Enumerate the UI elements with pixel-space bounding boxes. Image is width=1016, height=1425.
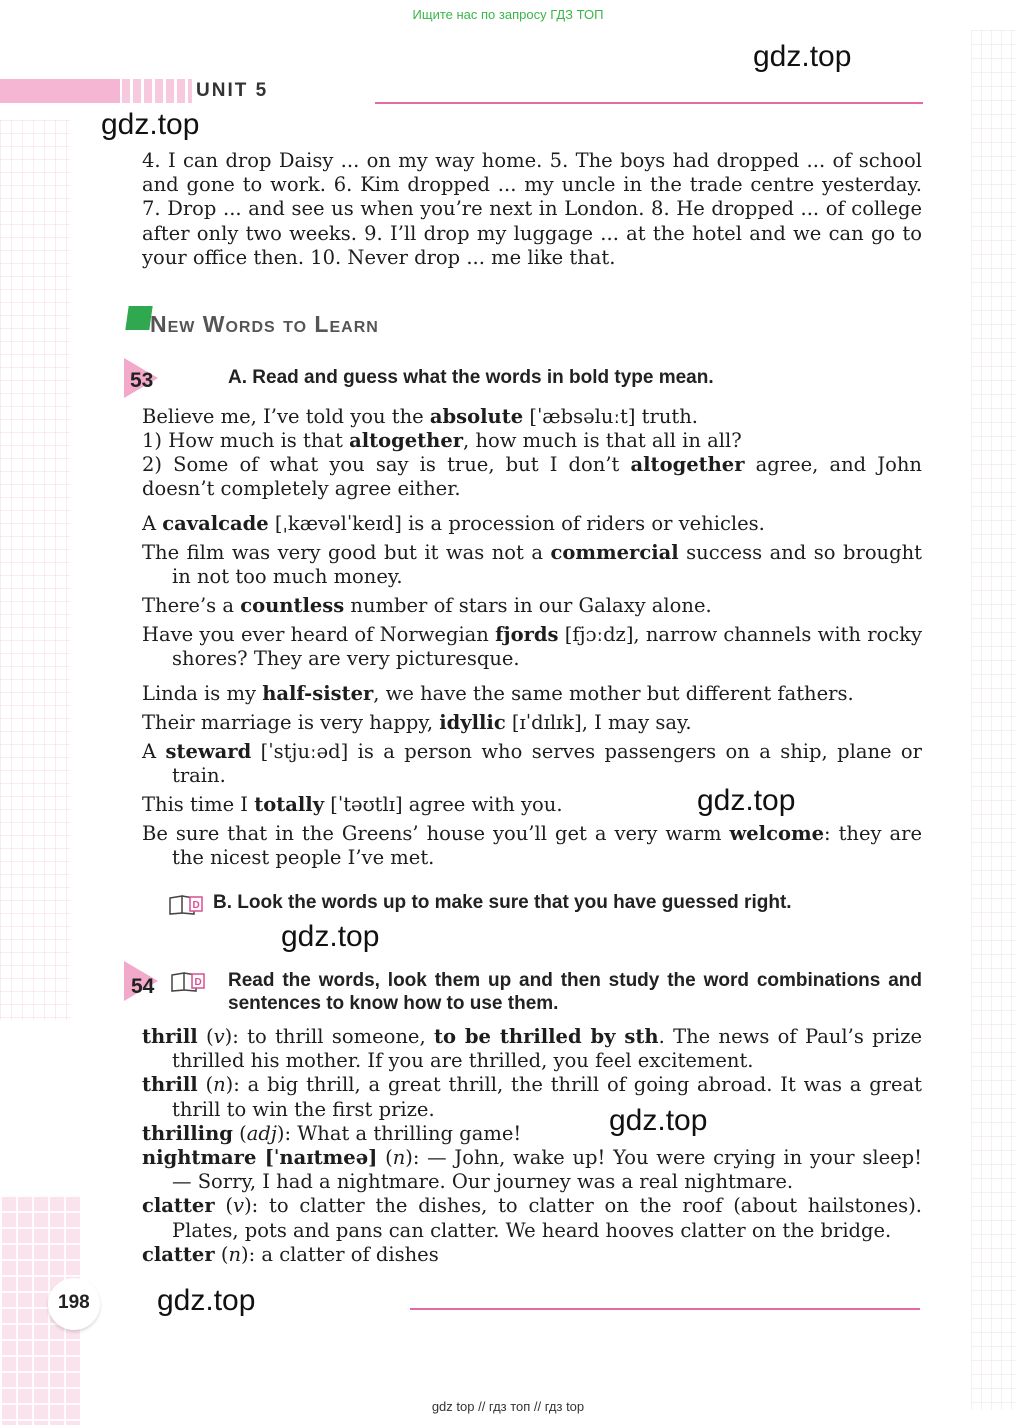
vocab-entry: Linda is my half-sister, we have the same mother but different fathers. bbox=[142, 682, 854, 705]
word-entry: thrill (v): to thrill someone, to be thrilled by sth. The news of Paul’s prize thrilled his mother. If you are thrilled, you feel excitement. bbox=[142, 1025, 923, 1073]
unit-squares bbox=[122, 79, 192, 103]
vocab-entry: Be sure that in the Greens’ house you’ll get a very warm welcome: they are the nicest people I’ve met. bbox=[142, 822, 922, 869]
vocab-entry: A cavalcade [ˌkævəlˈkeɪd] is a procession of riders or vehicles. bbox=[142, 512, 765, 535]
word-entry: thrill (n): a big thrill, a great thrill, the thrill of going abroad. It was a great thrill to win the first prize. bbox=[142, 1073, 922, 1121]
task-a: A. Read and guess what the words in bold type mean. bbox=[228, 367, 714, 388]
watermark: gdz.top bbox=[157, 1284, 256, 1317]
word-study-list bbox=[142, 1025, 922, 1267]
watermark: gdz.top bbox=[609, 1104, 708, 1137]
vocabulary-list bbox=[142, 405, 922, 875]
watermark: gdz.top bbox=[281, 920, 380, 953]
task-54: Read the words, look them up and then study the word combinations and sentences to know how to use them. bbox=[228, 970, 922, 1014]
dictionary-icon bbox=[170, 971, 206, 993]
exercise-number: 53 bbox=[130, 369, 154, 392]
watermark: gdz.top bbox=[101, 108, 200, 141]
svg-text:D: D bbox=[194, 977, 202, 988]
watermark: gdz.top bbox=[697, 784, 796, 817]
section-title: New Words to Learn bbox=[150, 311, 379, 337]
vocab-entry: Have you ever heard of Norwegian fjords [fjɔːdz], narrow channels with rocky shores? They are very picturesque. bbox=[142, 623, 923, 670]
vocab-entry: There’s a countless number of stars in our Galaxy alone. bbox=[142, 594, 712, 617]
vocab-entry: Their marriage is very happy, idyllic [ɪˈdɪlɪk], I may say. bbox=[142, 711, 692, 734]
watermark: gdz.top bbox=[753, 40, 852, 73]
footer-rule bbox=[410, 1308, 920, 1310]
section-marker bbox=[125, 306, 152, 330]
header-rule bbox=[375, 102, 923, 104]
decorative-pattern-right bbox=[971, 30, 1016, 1410]
vocab-entry: 2) Some of what you say is true, but I don’t altogether agree, and John doesn’t completely agree either. bbox=[142, 453, 922, 500]
dictionary-icon bbox=[168, 894, 204, 916]
vocab-entry: The film was very good but it was not a commercial success and so brought in not too much money. bbox=[142, 541, 922, 588]
decorative-pattern-left bbox=[0, 120, 70, 1020]
word-entry: nightmare [ˈnaɪtmeə] (n): — John, wake up! You were crying in your sleep! — Sorry, I had a nightmare. Our journey was a real nightmare. bbox=[142, 1146, 922, 1194]
vocab-entry: A steward [ˈstjuːəd] is a person who serves passengers on a ship, plane or train. bbox=[142, 740, 922, 787]
intro-paragraph: 4. I can drop Daisy ... on my way home. 5. The boys had dropped ... of school and gone to work. 6. Kim dropped ... my uncle in the trade centre yesterday. 7. Drop ... and see us when you’re next in London. 8. He dropped ... of college after only two weeks. 9. I’ll drop my luggage ... at the hotel and we can go to your office then. 10. Never drop ... me like that. bbox=[142, 149, 922, 269]
vocab-entry: 1) How much is that altogether, how much is that all in all? bbox=[142, 429, 742, 452]
word-entry: clatter (v): to clatter the dishes, to clatter on the roof (about hailstones). Plates, pots and pans can clatter. We heard hooves clatter on the bridge. bbox=[142, 1194, 922, 1242]
exercise-number: 54 bbox=[131, 975, 155, 998]
unit-band bbox=[0, 79, 120, 103]
word-entry: clatter (n): a clatter of dishes bbox=[142, 1242, 439, 1266]
unit-label: UNIT 5 bbox=[196, 80, 269, 101]
vocab-entry: This time I totally [ˈtəʊtlɪ] agree with you. bbox=[142, 793, 563, 816]
footer-links: gdz top // гдз топ // гдз top bbox=[431, 1399, 585, 1414]
page-number: 198 bbox=[58, 1292, 90, 1313]
svg-text:D: D bbox=[192, 900, 200, 911]
word-entry: thrilling (adj): What a thrilling game! bbox=[142, 1121, 522, 1145]
top-note: Ищите нас по запросу ГДЗ ТОП bbox=[412, 7, 604, 22]
vocab-entry: Believe me, I’ve told you the absolute [ˈæbsəluːt] truth. bbox=[142, 405, 698, 428]
task-b: B. Look the words up to make sure that you have guessed right. bbox=[213, 892, 792, 913]
